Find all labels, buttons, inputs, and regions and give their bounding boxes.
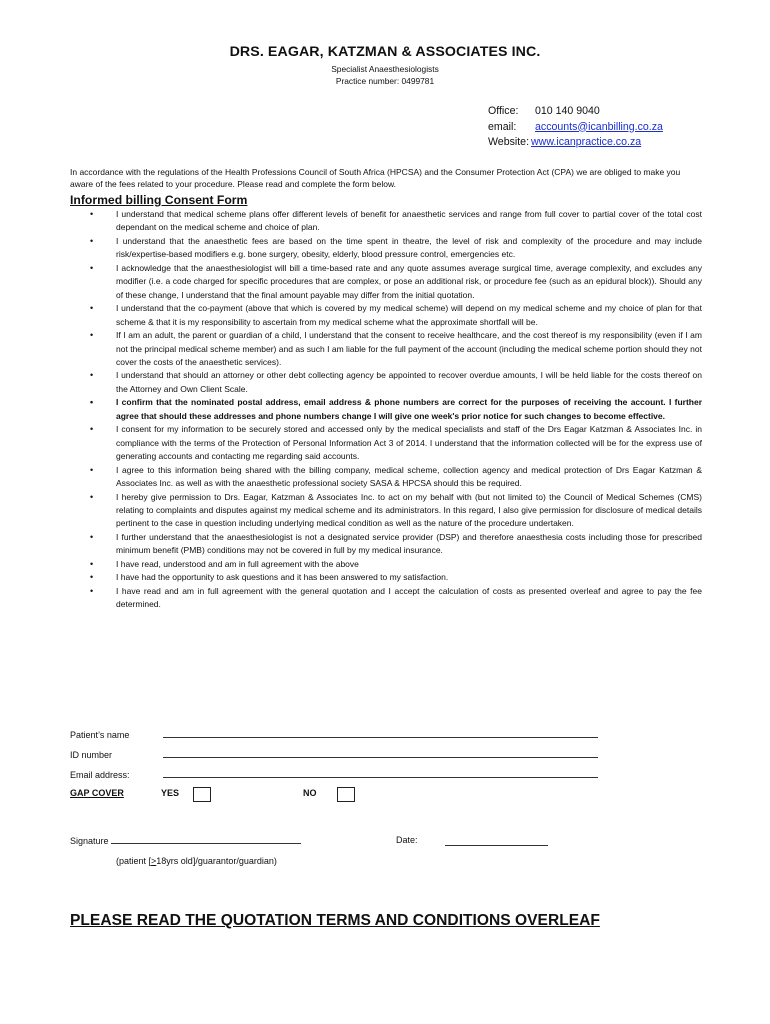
office-row bbox=[488, 104, 663, 120]
bullet-icon: • bbox=[90, 303, 94, 314]
gap-cover-label: GAP COVER bbox=[70, 788, 124, 798]
term-item: • I acknowledge that the anaesthesiologist will bill a time-based rate and any quote assumes average surgical time, average complexity, and excludes any modifier (i.e. a code charged for specific procedures that are complex, or pose an additional risk, or procedure fee (such as an epidural block)). Should any of these change, I understand that the final amount payable may differ from the initial quotation. bbox=[90, 262, 702, 300]
bullet-icon: • bbox=[90, 464, 94, 475]
patient-name-field bbox=[70, 729, 598, 740]
term-item: • I understand that the anaesthetic fees are based on the time spent in theatre, the level of risk and complexity of the procedure and may include risk/expertise-based modifiers e.g. bone surgery, obesity, elderly, blood pressure control, emergencies etc. bbox=[90, 235, 702, 260]
signature-note bbox=[116, 856, 277, 866]
website-row bbox=[488, 135, 663, 151]
bullet-icon: • bbox=[90, 235, 94, 246]
term-item: • If I am an adult, the parent or guardian of a child, I understand that the consent to receive healthcare, and the cost thereof is my responsibility (even if I am not the principal medical scheme member) and as such I am liable for the full payment of the account (including the medical scheme portion should they not cover the costs of the anaesthetic services). bbox=[90, 330, 702, 367]
signature-line[interactable] bbox=[111, 835, 301, 844]
signature-label: Signature bbox=[70, 836, 112, 846]
date-line[interactable] bbox=[445, 835, 548, 846]
contact-block bbox=[488, 104, 663, 151]
term-item-bold: • I confirm that the nominated postal address, email address & phone numbers are correct for the purposes of receiving the account. I further agree that should these addresses and phone numbers change I will give one week's prior notice for such changes to become effective. bbox=[90, 397, 702, 421]
term-item: • I understand that should an attorney or other debt collecting agency be appointed to recover overdue amounts, I will be held liable for the costs thereof on the Attorney and Own Client Scale. bbox=[90, 370, 702, 394]
intro-paragraph: In accordance with the regulations of the Health Professions Council of South Africa (HPCSA) and the Consumer Protection Act (CPA) we are obliged to make you aware of the fees related to your procedure. Please read and complete the form below. bbox=[70, 167, 681, 190]
email-address-label: Email address: bbox=[70, 770, 130, 780]
patient-name-label: Patient’s name bbox=[70, 730, 130, 740]
gap-cover-yes-label: YES bbox=[161, 788, 180, 798]
date-label: Date: bbox=[396, 835, 418, 845]
note-prefix: (patient [ bbox=[116, 856, 152, 866]
term-item: • I have read, understood and am in full agreement with the above bbox=[70, 558, 702, 571]
term-item: • I understand that the co-payment (above that which is covered by my medical scheme) will depend on my medical scheme and my choice of plan for that scheme & that it is my responsibility to ascertain from my medical scheme what the approximate shortfall will be. bbox=[90, 303, 702, 327]
gap-cover-no-label: NO bbox=[303, 788, 317, 798]
term-item: • I have had the opportunity to ask questions and it has been answered to my satisfaction. bbox=[70, 571, 702, 584]
form-title: Informed billing Consent Form bbox=[70, 193, 248, 207]
id-number-input-line[interactable] bbox=[163, 749, 598, 758]
term-item: • I understand that medical scheme plans offer different levels of benefit for anaesthetic services and range from full cover to partial cover of the total cost dependant on the medical scheme and choice of plan. bbox=[90, 209, 702, 233]
term-item: • I agree to this information being shared with the billing company, medical scheme, collection agency and medical protection of Drs Eagar Katzman & Associates Inc. as well as with the anaesthetic professional society SASA & HPCSA should this be required. bbox=[90, 464, 702, 489]
patient-name-input-line[interactable] bbox=[163, 729, 598, 738]
bullet-icon: • bbox=[90, 209, 94, 219]
gap-cover-row bbox=[70, 788, 163, 798]
note-suffix: 18yrs old]/guarantor/guardian) bbox=[156, 856, 277, 866]
bullet-icon: • bbox=[90, 424, 94, 435]
bullet-icon: • bbox=[90, 572, 94, 583]
bullet-icon: • bbox=[90, 370, 94, 381]
bullet-icon: • bbox=[90, 330, 94, 341]
signature-field bbox=[70, 835, 301, 846]
id-number-label: ID number bbox=[70, 750, 113, 760]
email-address-input-line[interactable] bbox=[163, 769, 598, 778]
bullet-icon: • bbox=[90, 491, 94, 502]
greater-equal-sign: > bbox=[151, 856, 157, 866]
website-label: Website: bbox=[488, 136, 530, 148]
practice-number: Practice number: 0499781 bbox=[335, 76, 435, 86]
email-label: email: bbox=[488, 120, 517, 133]
term-item: • I have read and am in full agreement with the general quotation and I accept the calculation of costs as presented overleaf and agree to pay the fee determined. bbox=[90, 585, 702, 610]
bullet-icon: • bbox=[90, 558, 94, 569]
email-link[interactable]: accounts@icanbilling.co.za bbox=[535, 120, 663, 133]
term-item: • I consent for my information to be securely stored and accessed only by the medical specialists and staff of the Drs Eagar Katzman & Associates Inc. in compliance with the terms of the Protection of Personal Information Act 3 of 2014. I understand that the information collected will be for the express use of generating accounts and contacting me regarding said accounts. bbox=[90, 424, 702, 462]
bullet-icon: • bbox=[90, 397, 94, 408]
letterhead bbox=[0, 44, 770, 87]
bullet-icon: • bbox=[90, 585, 94, 596]
id-number-field bbox=[70, 749, 598, 760]
practice-name: DRS. EAGAR, KATZMAN & ASSOCIATES INC. bbox=[229, 44, 541, 60]
footer-notice: PLEASE READ THE QUOTATION TERMS AND CONDITIONS OVERLEAF bbox=[70, 912, 600, 929]
gap-cover-no-checkbox[interactable] bbox=[337, 787, 355, 802]
office-label: Office: bbox=[488, 105, 519, 117]
website-link[interactable]: www.icanpractice.co.za bbox=[531, 136, 642, 148]
bullet-icon: • bbox=[90, 531, 94, 542]
email-address-field bbox=[70, 769, 598, 780]
email-row bbox=[488, 120, 663, 136]
practice-subtitle: Specialist Anaesthesiologists bbox=[331, 64, 439, 74]
term-item: • I hereby give permission to Drs. Eagar, Katzman & Associates Inc. to act on my behalf with (but not limited to) the Council of Medical Schemes (CMS) relating to complaints and disputes against my medical scheme and its administrators. In this regard, I also give permission for disclosure of medical details pertinent to the case in question including underlying medical condition as well as the nature of the procedure undertaken. bbox=[90, 491, 702, 529]
bullet-icon: • bbox=[90, 262, 94, 273]
terms-list bbox=[70, 208, 702, 612]
term-item: • I further understand that the anaesthesiologist is not a designated service provider (DSP) and therefore anaesthesia costs including those for prescribed minimum benefit (PMB) conditions may not be covered in full by my medical insurance. bbox=[90, 531, 702, 556]
gap-cover-yes-checkbox[interactable] bbox=[193, 787, 211, 802]
office-phone: 010 140 9040 bbox=[535, 105, 600, 117]
